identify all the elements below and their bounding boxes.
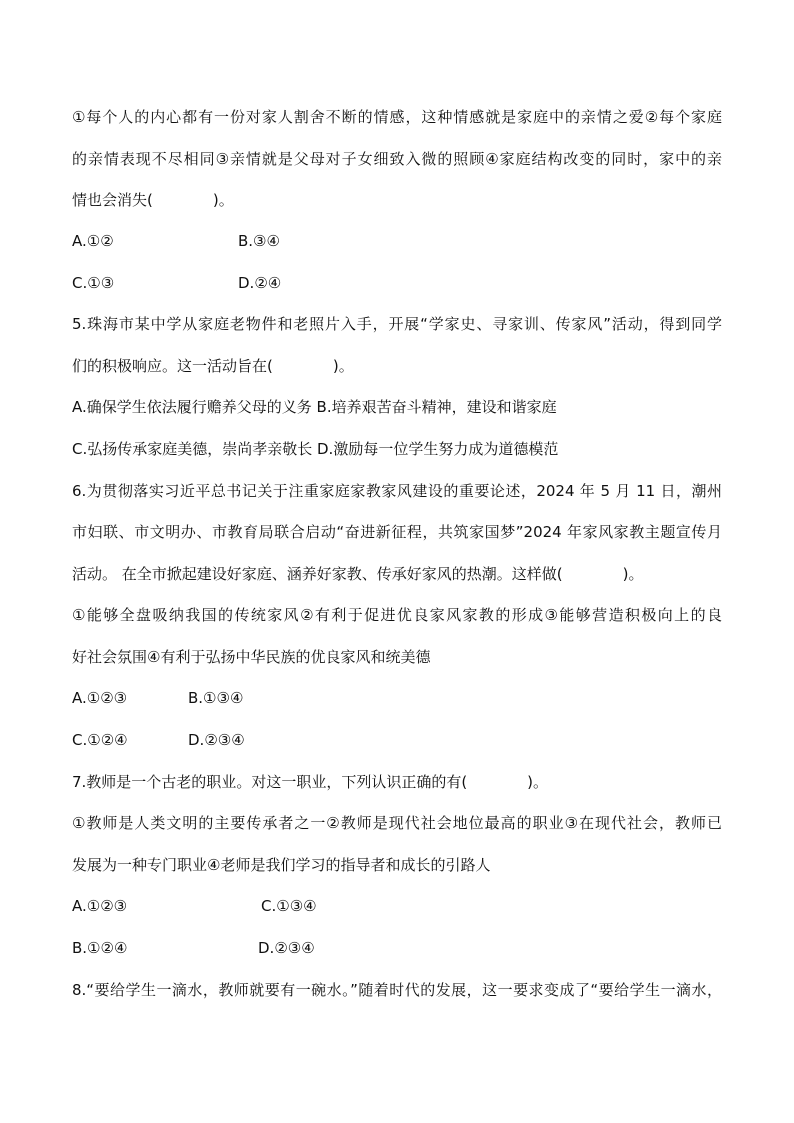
q4-option-d[interactable]: D.②④ (238, 274, 282, 292)
q4-option-a[interactable]: A.①② (72, 232, 114, 250)
q6-option-a[interactable]: A.①②③ (72, 689, 128, 707)
q4-stem-line-1: ①每个人的内心都有一份对家人割舍不断的情感，这种情感就是家庭中的亲情之爱②每个家庭 (72, 108, 722, 126)
q4-option-c[interactable]: C.①③ (72, 274, 115, 292)
q7-option-d[interactable]: D.②③④ (258, 939, 315, 957)
q5-stem-line-1: 5.珠海市某中学从家庭老物件和老照片入手，开展“学家史、寻家训、传家风”活动，得到同学 (72, 315, 722, 333)
q7-option-b[interactable]: B.①②④ (72, 939, 128, 957)
q6-stem-line-1: 6.为贯彻落实习近平总书记关于注重家庭家教家风建设的重要论述，2024 年 5 月 11 日，潮州 (72, 482, 722, 500)
q7-option-a[interactable]: A.①②③ (72, 897, 128, 915)
q7-stem-line-2: ①教师是人类文明的主要传承者之一②教师是现代社会地位最高的职业③在现代社会，教师已 (72, 814, 722, 832)
q6-option-d[interactable]: D.②③④ (188, 731, 245, 749)
q4-option-b[interactable]: B.③④ (238, 232, 280, 250)
q8-stem-line-1: 8.“要给学生一滴水，教师就要有一碗水。”随着时代的发展，这一要求变成了“要给学生一滴水， (72, 981, 722, 999)
q4-stem-line-3: 情也会消失( )。 (72, 191, 234, 209)
q4-stem-line-2: 的亲情表现不尽相同③亲情就是父母对子女细致入微的照顾④家庭结构改变的同时，家中的亲 (72, 150, 722, 168)
q7-option-c[interactable]: C.①③④ (261, 897, 317, 915)
q6-stem-line-2: 市妇联、市文明办、市教育局联合启动“奋进新征程，共筑家国梦”2024 年家风家教主题宣传月 (72, 523, 722, 541)
q6-stem-line-5: 好社会氛围④有利于弘扬中华民族的优良家风和统美德 (72, 648, 431, 666)
q5-options-ab[interactable]: A.确保学生依法履行赡养父母的义务 B.培养艰苦奋斗精神，建设和谐家庭 (72, 398, 557, 416)
q7-stem-line-1: 7.教师是一个古老的职业。对这一职业，下列认识正确的有( )。 (72, 773, 549, 791)
q6-option-c[interactable]: C.①②④ (72, 731, 128, 749)
q6-stem-line-4: ①能够全盘吸纳我国的传统家风②有利于促进优良家风家教的形成③能够营造积极向上的良 (72, 606, 722, 624)
q6-stem-line-3: 活动。 在全市掀起建设好家庭、涵养好家教、传承好家风的热潮。这样做( )。 (72, 565, 644, 583)
q6-option-b[interactable]: B.①③④ (188, 689, 244, 707)
q5-stem-line-2: 们的积极响应。这一活动旨在( )。 (72, 357, 354, 375)
q5-options-cd[interactable]: C.弘扬传承家庭美德，崇尚孝亲敬长 D.激励每一位学生努力成为道德模范 (72, 440, 559, 458)
q7-stem-line-3: 发展为一种专门职业④老师是我们学习的指导者和成长的引路人 (72, 856, 491, 874)
